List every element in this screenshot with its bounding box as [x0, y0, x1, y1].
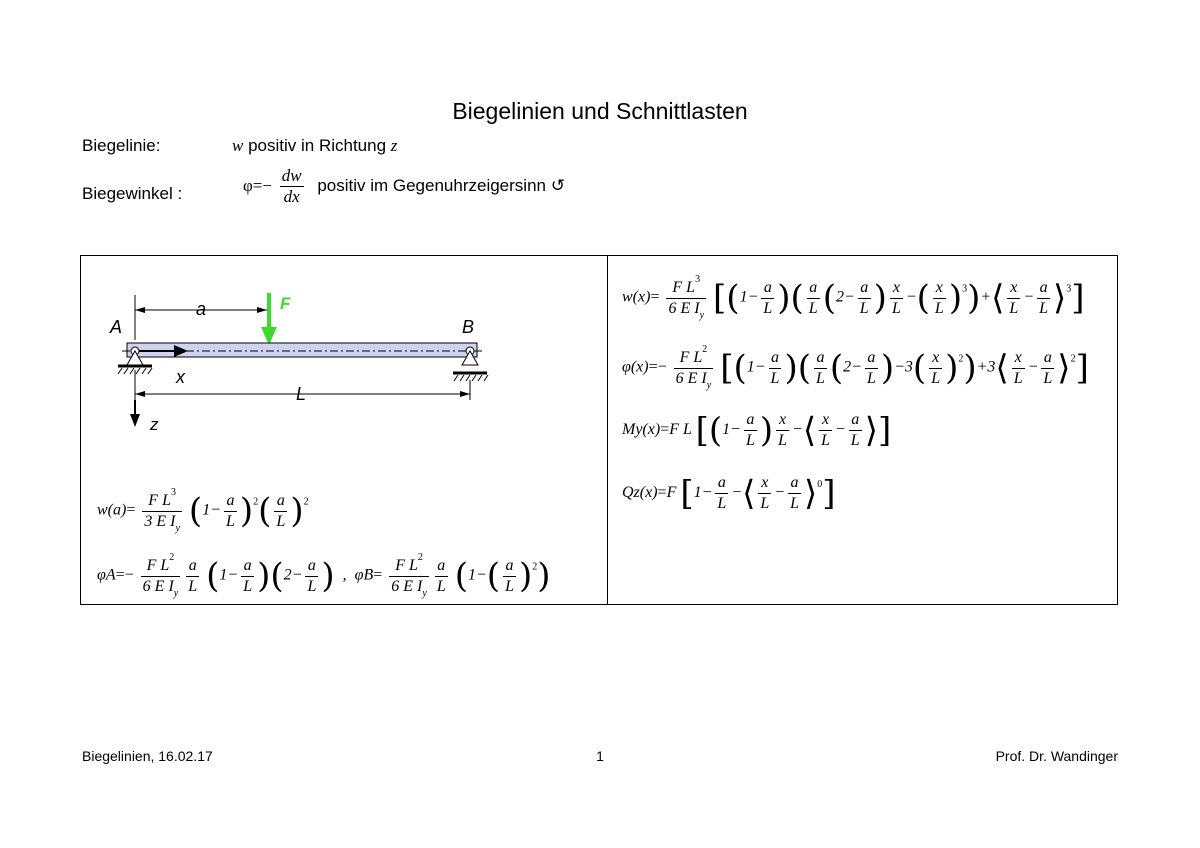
label-z: z: [150, 415, 159, 434]
biegewinkel-lhs: φ=−: [243, 175, 272, 195]
label-F: F: [280, 294, 291, 313]
biegewinkel-numerator: dw: [281, 166, 302, 185]
formula-w-a-lhs: w(a): [97, 501, 127, 519]
biegewinkel-text: positiv im Gegenuhrzeigersinn ↺: [317, 175, 565, 195]
formula-M-y: My(x)=F L [(1− $\frac{a}{L}$ ) $\frac{x}{L}$ −⟨ $\frac{x}{L}$ − $\frac{a}{L}$ ⟩]: [622, 410, 892, 451]
biegelinie-axis: z: [390, 136, 398, 155]
formula-w-x: w(x)= $\frac{F L^3}{6 E I_y}$ [(1− $\frac{a}{L}$ )( $\frac{a}{L}$ (2− $\frac{a}{L}$ ) $\frac{x}{L}$ −( $\frac{x}{L}$ )$^3$)+⟨ $\frac{x}{L}$ − $\frac{a}{L}$ ⟩$^3$]: [622, 270, 1085, 326]
label-a: a: [196, 299, 207, 319]
formula-phi-B-lhs: φB: [354, 566, 374, 584]
biegewinkel-label: Biegewinkel :: [82, 184, 183, 203]
label-B: B: [462, 317, 475, 337]
force-arrow-head: [261, 327, 277, 345]
biegelinie-row: [82, 136, 160, 156]
formula-phi-A-lhs: φA: [97, 566, 116, 584]
support-B-hatch: [454, 375, 488, 381]
footer-right: Prof. Dr. Wandinger: [995, 748, 1118, 764]
label-L: L: [296, 384, 307, 404]
biegelinie-label: Biegelinie:: [82, 136, 161, 155]
formula-phi-A-B: φA=− $\frac{F L^2}{6 E I_y}$ $\frac{a}{L}$ (1− $\frac{a}{L}$ )(2− $\frac{a}{L}$ ) , φB= $\frac{F L^2}{6 E I_y}$ $\frac{a}{L}$ (1−( $\frac{a}{L}$ )$^2$): [97, 548, 551, 604]
dim-arrow-a-right: [257, 307, 267, 313]
biegelinie-variable: w: [232, 136, 244, 155]
label-x: x: [176, 367, 185, 387]
biegelinie-text: positiv in Richtung: [248, 136, 387, 155]
formula-w-x-lhs: w(x): [622, 288, 651, 306]
formula-phi-x-lhs: φ(x): [622, 358, 649, 376]
biegewinkel-denominator: dx: [283, 187, 300, 206]
label-A: A: [110, 317, 123, 337]
footer-page-number: 1: [596, 748, 604, 764]
formula-Q-z-lhs: Qz(x): [622, 484, 658, 502]
biegewinkel-fraction: [280, 166, 304, 207]
dim-arrow-a-left: [135, 307, 145, 313]
biegewinkel-definition: [243, 166, 565, 207]
dim-arrow-L-right: [460, 391, 470, 397]
footer-left: Biegelinien, 16.02.17: [82, 748, 213, 764]
formula-phi-x: φ(x)=− $\frac{F L^2}{6 E I_y}$ [(1− $\frac{a}{L}$ )( $\frac{a}{L}$ (2− $\frac{a}{L}$ )−3( $\frac{x}{L}$ )$^2$)+3⟨ $\frac{x}{L}$ − $\frac{a}{L}$ ⟩$^2$]: [622, 340, 1089, 396]
formula-M-y-lhs: My(x): [622, 421, 661, 439]
formula-w-a: w(a)= $\frac{F L^3}{3 E I_y}$ (1− $\frac{a}{L}$ )$^2$( $\frac{a}{L}$ )$^2$: [97, 483, 309, 539]
formula-Q-z: Qz(x)=F [1− $\frac{a}{L}$ −⟨ $\frac{x}{L}$ − $\frac{a}{L}$ ⟩$^0$]: [622, 473, 836, 514]
box-divider: [607, 255, 608, 605]
dim-arrow-L-left: [135, 391, 145, 397]
biegelinie-definition: [232, 136, 397, 156]
z-axis-arrow-head: [130, 414, 140, 427]
page-title: Biegelinien und Schnittlasten: [452, 98, 748, 124]
beam-diagram: [100, 285, 500, 440]
